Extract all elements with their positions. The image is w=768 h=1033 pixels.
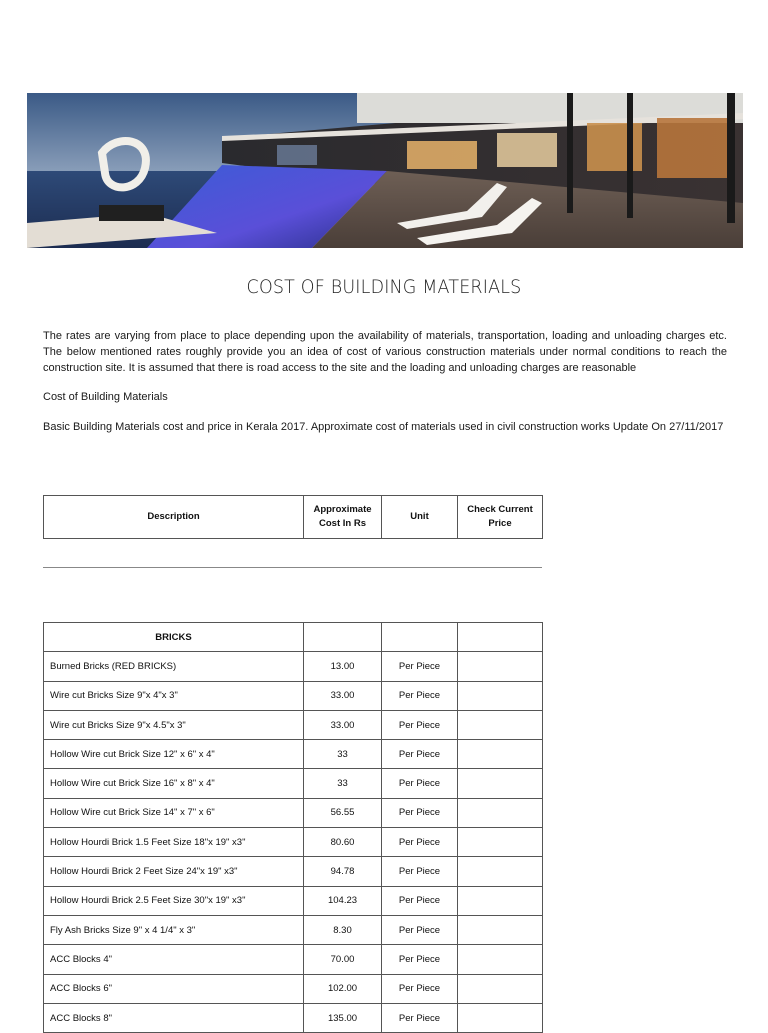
row-cost: 56.55	[304, 798, 382, 827]
row-check-price	[458, 710, 543, 739]
row-description: Hollow Hourdi Brick 2.5 Feet Size 30"x 19" x3"	[44, 886, 304, 915]
header-row	[44, 496, 543, 539]
page-title: COST OF BUILDING MATERIALS	[246, 276, 522, 298]
row-check-price	[458, 857, 543, 886]
table-row	[44, 652, 543, 681]
table-row	[44, 1003, 543, 1032]
row-cost: 13.00	[304, 652, 382, 681]
row-unit: Per Piece	[382, 740, 458, 769]
header-check-line1: Check Current	[467, 504, 533, 515]
header-cost-line1: Approximate	[313, 504, 372, 515]
row-cost: 94.78	[304, 857, 382, 886]
header-description: Description	[44, 496, 304, 539]
row-check-price	[458, 915, 543, 944]
table-row	[44, 681, 543, 710]
subheading: Cost of Building Materials	[43, 391, 168, 403]
row-unit: Per Piece	[382, 857, 458, 886]
row-unit: Per Piece	[382, 915, 458, 944]
row-check-price	[458, 945, 543, 974]
row-unit: Per Piece	[382, 974, 458, 1003]
row-description: Hollow Hourdi Brick 1.5 Feet Size 18"x 19" x3"	[44, 828, 304, 857]
row-description: Hollow Hourdi Brick 2 Feet Size 24"x 19" x3"	[44, 857, 304, 886]
row-unit: Per Piece	[382, 798, 458, 827]
row-description: ACC Blocks 4"	[44, 945, 304, 974]
row-check-price	[458, 769, 543, 798]
bricks-price-table	[43, 622, 543, 1033]
row-description: Wire cut Bricks Size 9"x 4.5"x 3"	[44, 710, 304, 739]
table-row	[44, 740, 543, 769]
table-row	[44, 915, 543, 944]
intro-paragraph: The rates are varying from place to place depending upon the availability of materials, transportation, loading and unloading charges etc. The below mentioned rates roughly provide you an idea of cost of various construction materials under normal conditions to reach the construction site. It is assumed that there is road access to the site and the loading and unloading charges are reasonable	[43, 330, 727, 374]
row-unit: Per Piece	[382, 886, 458, 915]
row-check-price	[458, 828, 543, 857]
banner-photo	[27, 93, 743, 248]
row-description: Hollow Wire cut Brick Size 16" x 8" x 4"	[44, 769, 304, 798]
row-check-price	[458, 652, 543, 681]
row-unit: Per Piece	[382, 1003, 458, 1032]
villa-pool-image	[27, 93, 743, 248]
header-check-price	[458, 496, 543, 539]
row-cost: 33.00	[304, 681, 382, 710]
section-cost-cell	[304, 623, 382, 652]
row-cost: 104.23	[304, 886, 382, 915]
row-description: Hollow Wire cut Brick Size 12" x 6" x 4"	[44, 740, 304, 769]
row-cost: 33	[304, 769, 382, 798]
row-unit: Per Piece	[382, 945, 458, 974]
table-row	[44, 798, 543, 827]
header-check-line2: Price	[488, 518, 512, 529]
header-cost-line2: Cost In Rs	[319, 518, 366, 529]
row-description: Burned Bricks (RED BRICKS)	[44, 652, 304, 681]
row-unit: Per Piece	[382, 652, 458, 681]
table-row	[44, 769, 543, 798]
row-cost: 33	[304, 740, 382, 769]
row-description: Wire cut Bricks Size 9"x 4"x 3"	[44, 681, 304, 710]
divider-line	[43, 567, 542, 568]
header-cost	[304, 496, 382, 539]
table-row	[44, 857, 543, 886]
row-unit: Per Piece	[382, 828, 458, 857]
section-row-bricks	[44, 623, 543, 652]
table-row	[44, 886, 543, 915]
row-check-price	[458, 1003, 543, 1032]
row-description: Hollow Wire cut Brick Size 14" x 7" x 6"	[44, 798, 304, 827]
section-check-cell	[458, 623, 543, 652]
row-cost: 33.00	[304, 710, 382, 739]
row-description: ACC Blocks 8"	[44, 1003, 304, 1032]
row-check-price	[458, 974, 543, 1003]
row-description: ACC Blocks 6"	[44, 974, 304, 1003]
price-table-header	[43, 495, 543, 539]
row-cost: 80.60	[304, 828, 382, 857]
row-check-price	[458, 886, 543, 915]
section-label: BRICKS	[44, 623, 304, 652]
description-paragraph: Basic Building Materials cost and price in Kerala 2017. Approximate cost of materials used in civil construction works Update On 27/11/2017	[43, 421, 724, 433]
row-check-price	[458, 681, 543, 710]
header-unit: Unit	[382, 496, 458, 539]
row-cost: 70.00	[304, 945, 382, 974]
row-check-price	[458, 740, 543, 769]
row-cost: 102.00	[304, 974, 382, 1003]
table-row	[44, 710, 543, 739]
row-unit: Per Piece	[382, 769, 458, 798]
table-row	[44, 974, 543, 1003]
row-description: Fly Ash Bricks Size 9" x 4 1/4" x 3"	[44, 915, 304, 944]
table-row	[44, 828, 543, 857]
row-unit: Per Piece	[382, 681, 458, 710]
section-unit-cell	[382, 623, 458, 652]
row-cost: 135.00	[304, 1003, 382, 1032]
table-row	[44, 945, 543, 974]
row-cost: 8.30	[304, 915, 382, 944]
row-check-price	[458, 798, 543, 827]
row-unit: Per Piece	[382, 710, 458, 739]
